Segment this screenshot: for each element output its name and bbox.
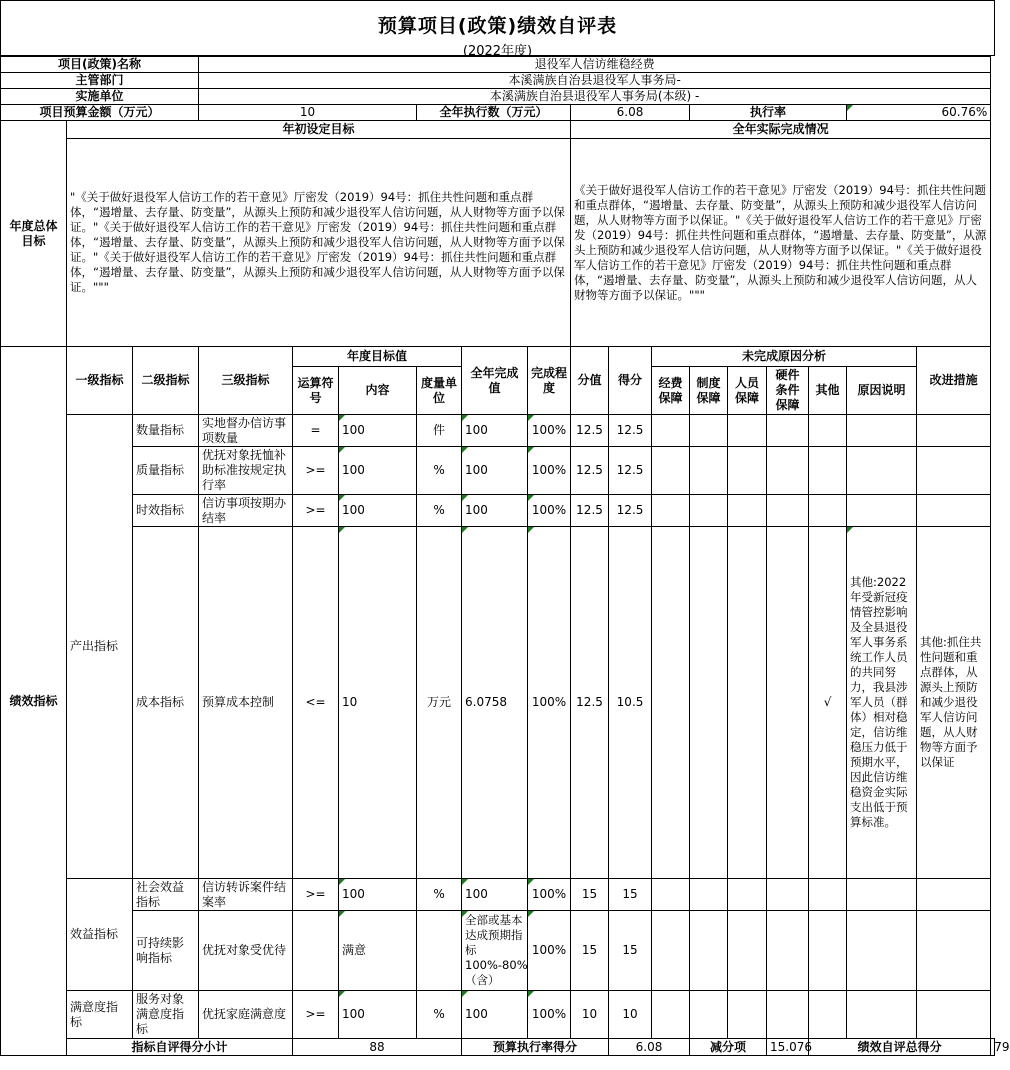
reason-system-cell [690,447,728,495]
degree-cell: 100% [528,879,571,911]
reason-hardware-cell [767,527,809,879]
score-value-cell: 15 [571,879,609,911]
completed-cell: 6.0758 [462,527,528,879]
operator-cell: >= [293,879,339,911]
level3-cell: 优抚对象抚恤补助标准按规定执行率 [199,447,293,495]
reason-explain-cell [847,447,917,495]
completed-cell: 100 [462,991,528,1039]
operator-cell [293,911,339,991]
annual-goal-label: 年度总体目标 [1,121,67,347]
unit-cell: % [417,991,462,1039]
reason-hardware-cell [767,495,809,527]
completed-cell: 100 [462,879,528,911]
completed-cell: 100 [462,495,528,527]
score-value-cell: 12.5 [571,527,609,879]
degree-cell: 100% [528,527,571,879]
reason-system-cell [690,911,728,991]
hdr-reason-other: 其他 [809,367,847,415]
rate-label: 执行率 [690,105,847,121]
reason-other-check: √ [809,527,847,879]
unit-cell [417,911,462,991]
reason-system-cell [690,879,728,911]
reason-funding-cell [652,991,690,1039]
degree-cell: 100% [528,495,571,527]
hdr-reason-explain: 原因说明 [847,367,917,415]
row-footer [1,1039,995,1056]
reason-funding-cell [652,527,690,879]
improve-cell [917,447,991,495]
hdr-operator: 运算符号 [293,367,339,415]
set-goal-text: "《关于做好退役军人信访工作的若干意见》厅密发（2019）94号：抓住共性问题和重点群体，“遏增量、去存量、防变量”，从源头上预防和减少退役军人信访问题，从人财物等方面予以保证。"《关于做好退役军人信访工作的若干意见》厅密发（2019）94号：抓住共性问题和重点群体，“遏增量、去存量、防变量”，从源头上预防和减少退役军人信访问题，从人财物等方面予以保证。"《关于做好退役军人信访工作的若干意见》厅密发（2019）94号：抓住共性问题和重点群体，“遏增量、去存量、防变量”，从源头上预防和减少退役军人信访问题，从人财物等方面予以保证。""" [67,139,571,347]
hdr-level3: 三级指标 [199,347,293,415]
improve-cell: 其他:抓住共性问题和重点群体，从源头上预防和减少退役军人信访问题，从人财物等方面予以保证 [917,527,991,879]
reason-system-cell [690,527,728,879]
improve-cell [917,495,991,527]
evaluation-table [0,56,1010,1056]
reason-system-cell [690,991,728,1039]
completed-cell: 全部或基本达成预期指标100%-80%（含） [462,911,528,991]
dept-value: 本溪满族自治县退役军人事务局- [199,73,991,89]
reason-staff-cell [728,495,767,527]
subtotal-value: 88 [293,1039,462,1056]
budget-value: 10 [199,105,417,121]
table-row [1,879,995,911]
reason-funding-cell [652,495,690,527]
content-cell: 10 [339,527,417,879]
completed-cell: 100 [462,447,528,495]
set-goal-header: 年初设定目标 [67,121,571,139]
score-cell: 15 [609,911,652,991]
level3-cell: 信访转诉案件结案率 [199,879,293,911]
rate-value: 60.76% [847,105,991,121]
unit-cell: % [417,879,462,911]
content-cell: 100 [339,991,417,1039]
improve-cell [917,991,991,1039]
reason-staff-cell [728,991,767,1039]
row-unit [1,89,995,105]
reason-hardware-cell [767,415,809,447]
row-goal-texts [1,139,995,347]
level2-cell: 成本指标 [133,527,199,879]
degree-cell: 100% [528,415,571,447]
score-cell: 10.5 [609,527,652,879]
score-cell: 10 [609,991,652,1039]
level1-satisfaction: 满意度指标 [67,991,133,1039]
hdr-unit: 度量单位 [417,367,462,415]
operator-cell: <= [293,527,339,879]
completed-cell: 100 [462,415,528,447]
project-name-label: 项目(政策)名称 [1,57,199,73]
level2-cell: 可持续影响指标 [133,911,199,991]
reason-hardware-cell [767,447,809,495]
reason-explain-cell [847,991,917,1039]
unit-cell: % [417,447,462,495]
level2-cell: 时效指标 [133,495,199,527]
row-project-name [1,57,995,73]
reason-hardware-cell [767,991,809,1039]
hdr-score: 得分 [609,347,652,415]
table-row [1,991,995,1039]
reason-other-cell [809,991,847,1039]
row-budget [1,105,995,121]
reason-other-cell [809,415,847,447]
reason-system-cell [690,415,728,447]
level3-cell: 预算成本控制 [199,527,293,879]
row-goal-headers [1,121,995,139]
level3-cell: 优抚对象受优待 [199,911,293,991]
page-title: 预算项目(政策)绩效自评表 [377,15,618,37]
level3-cell: 信访事项按期办结率 [199,495,293,527]
reason-staff-cell [728,879,767,911]
reason-other-cell [809,911,847,991]
budget-rate-value: 6.08 [609,1039,690,1056]
unit-cell: % [417,495,462,527]
table-row [1,495,995,527]
hdr-target-group: 年度目标值 [293,347,462,367]
reason-explain-cell [847,879,917,911]
reason-staff-cell [728,911,767,991]
reason-hardware-cell [767,911,809,991]
reason-funding-cell [652,911,690,991]
operator-cell: >= [293,495,339,527]
deduction-value: 15.076 [767,1039,809,1056]
executed-label: 全年执行数（万元） [417,105,571,121]
operator-cell: >= [293,447,339,495]
reason-staff-cell [728,447,767,495]
hdr-improve: 改进措施 [917,347,991,415]
reason-explain-cell [847,415,917,447]
score-value-cell: 12.5 [571,447,609,495]
degree-cell: 100% [528,911,571,991]
score-cell: 12.5 [609,495,652,527]
hdr-reason-funding: 经费保障 [652,367,690,415]
reason-explain-cell: 其他:2022年受新冠疫情管控影响及全县退役军人事务系统工作人员的共同努力，我县涉军人员（群体）相对稳定，信访维稳压力低于预期水平，因此信访维稳资金实际支出低于预算标准。 [847,527,917,879]
operator-cell: >= [293,991,339,1039]
score-cell: 12.5 [609,447,652,495]
hdr-reason-hardware: 硬件条件保障 [767,367,809,415]
hdr-reason-staff: 人员保障 [728,367,767,415]
budget-label: 项目预算金额（万元） [1,105,199,121]
content-cell: 100 [339,879,417,911]
level2-cell: 质量指标 [133,447,199,495]
dept-label: 主管部门 [1,73,199,89]
deduction-label: 减分项 [690,1039,767,1056]
reason-explain-cell [847,911,917,991]
improve-cell [917,911,991,991]
level3-cell: 实地督办信访事项数量 [199,415,293,447]
title-area [0,0,995,59]
year-subtitle: (2022年度) [462,44,533,59]
table-row [1,911,995,991]
degree-cell: 100% [528,991,571,1039]
level2-cell: 数量指标 [133,415,199,447]
reason-funding-cell [652,879,690,911]
unit-cell: 万元 [417,527,462,879]
project-name-value: 退役军人信访维稳经费 [199,57,991,73]
improve-cell [917,415,991,447]
actual-goal-text: 《关于做好退役军人信访工作的若干意见》厅密发（2019）94号：抓住共性问题和重点群体，“遏增量、去存量、防变量”，从源头上预防和减少退役军人信访问题，从人财物等方面予以保证。"《关于做好退役军人信访工作的若干意见》厅密发（2019）94号：抓住共性问题和重点群体，“遏增量、去存量、防变量”，从源头上预防和减少退役军人信访问题，从人财物等方面予以保证。"《关于做好退役军人信访工作的若干意见》厅密发（2019）94号：抓住共性问题和重点群体，“遏增量、去存量、防变量”，从源头上预防和减少退役军人信访问题，从人财物等方面予以保证。""" [571,139,991,347]
score-cell: 15 [609,879,652,911]
score-cell: 12.5 [609,415,652,447]
content-cell: 100 [339,415,417,447]
level1-output: 产出指标 [67,415,133,879]
score-value-cell: 12.5 [571,415,609,447]
content-cell: 100 [339,495,417,527]
unit-cell: 件 [417,415,462,447]
reason-other-cell [809,447,847,495]
operator-cell: = [293,415,339,447]
budget-rate-label: 预算执行率得分 [462,1039,609,1056]
unit-label: 实施单位 [1,89,199,105]
reason-hardware-cell [767,879,809,911]
hdr-level2: 二级指标 [133,347,199,415]
table-row [1,527,995,879]
hdr-reasons-group: 未完成原因分析 [652,347,917,367]
level3-cell: 优抚家庭满意度 [199,991,293,1039]
executed-value: 6.08 [571,105,690,121]
hdr-degree: 完成程度 [528,347,571,415]
reason-staff-cell [728,527,767,879]
reason-funding-cell [652,447,690,495]
reason-staff-cell [728,415,767,447]
row-dept [1,73,995,89]
score-value-cell: 12.5 [571,495,609,527]
score-value-cell: 10 [571,991,609,1039]
level1-benefit: 效益指标 [67,879,133,991]
hdr-score-value: 分值 [571,347,609,415]
score-value-cell: 15 [571,911,609,991]
perf-section-label: 绩效指标 [1,347,67,1056]
content-cell: 100 [339,447,417,495]
subtotal-label: 指标自评得分小计 [67,1039,293,1056]
reason-other-cell [809,495,847,527]
reason-system-cell [690,495,728,527]
reason-funding-cell [652,415,690,447]
total-value: 79 [991,1039,995,1056]
table-row [1,447,995,495]
degree-cell: 100% [528,447,571,495]
reason-other-cell [809,879,847,911]
reason-explain-cell [847,495,917,527]
hdr-reason-system: 制度保障 [690,367,728,415]
level2-cell: 服务对象满意度指标 [133,991,199,1039]
hdr-content: 内容 [339,367,417,415]
improve-cell [917,879,991,911]
hdr-level1: 一级指标 [67,347,133,415]
content-cell: 满意 [339,911,417,991]
row-perf-head-1 [1,347,995,367]
table-row [1,415,995,447]
actual-goal-header: 全年实际完成情况 [571,121,991,139]
hdr-completed: 全年完成值 [462,347,528,415]
unit-value: 本溪满族自治县退役军人事务局(本级) - [199,89,991,105]
total-label: 绩效自评总得分 [809,1039,991,1056]
level2-cell: 社会效益指标 [133,879,199,911]
